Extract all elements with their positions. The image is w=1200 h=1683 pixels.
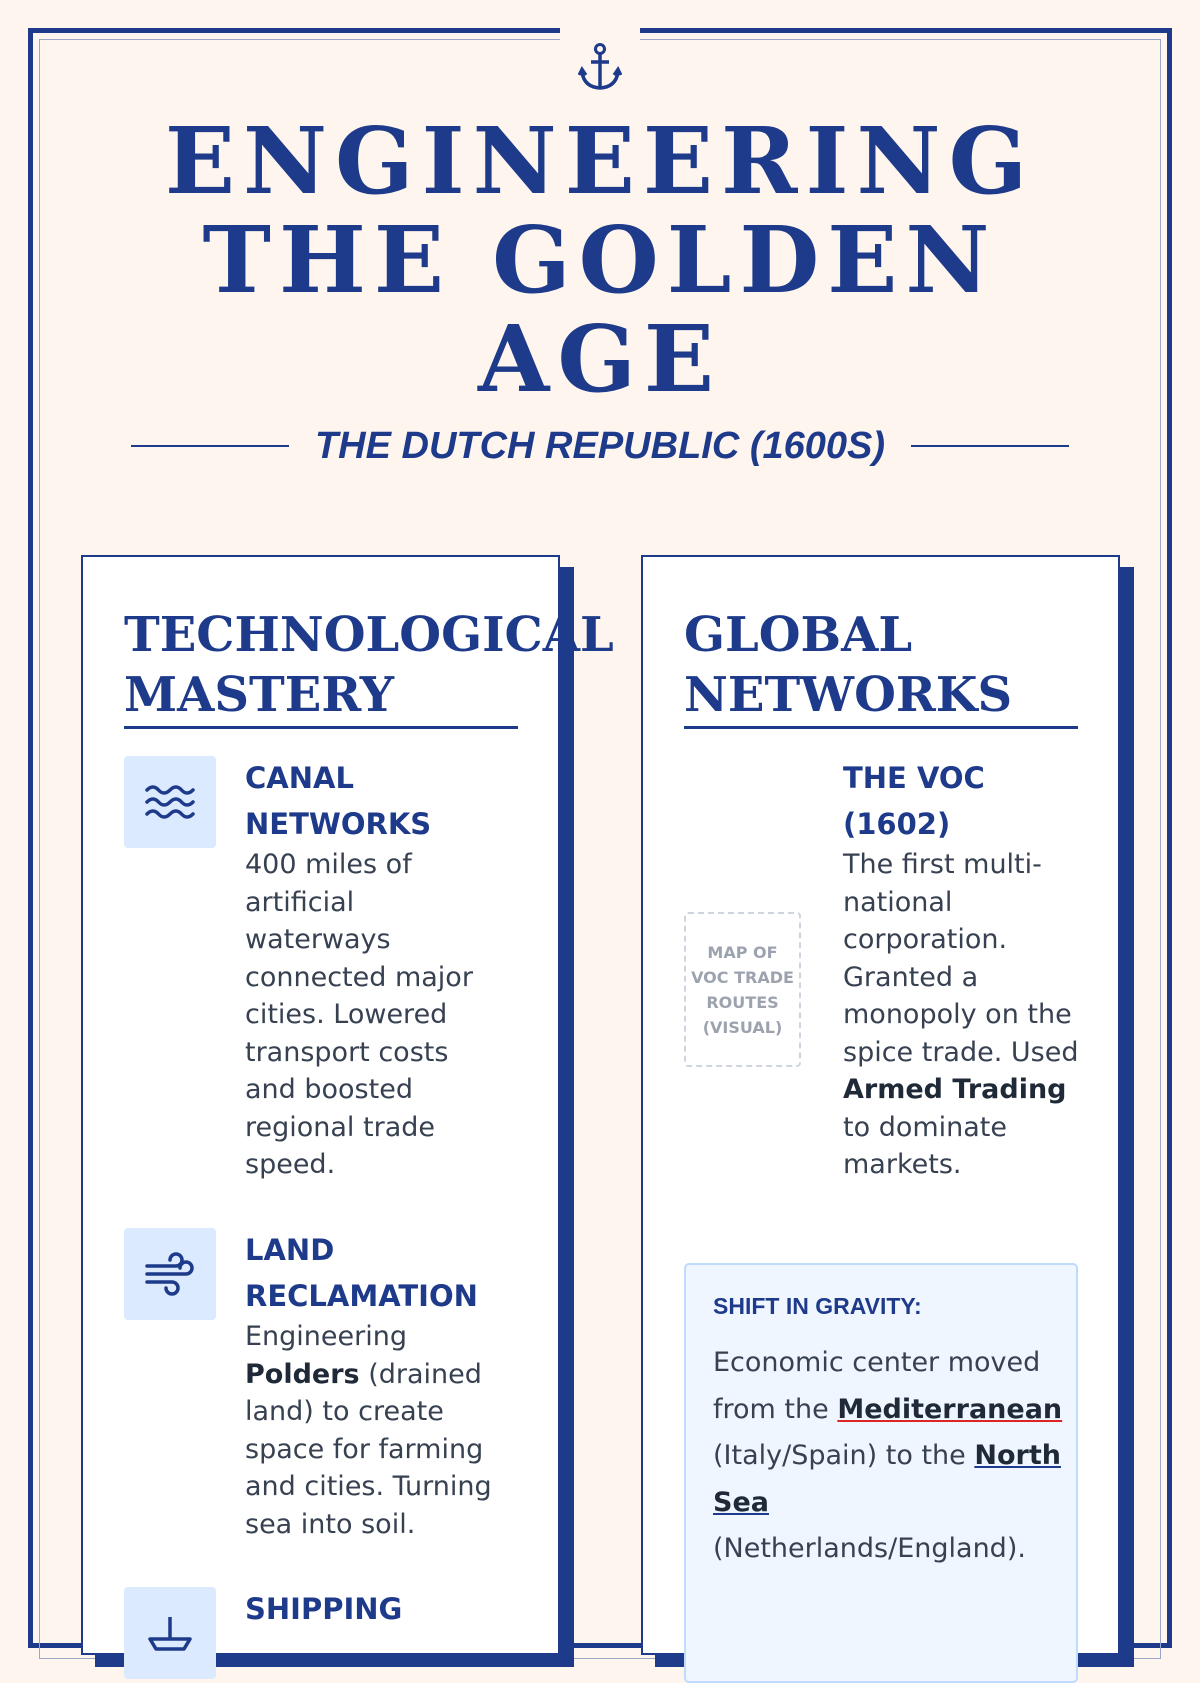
- waves-icon: [144, 782, 196, 822]
- reclamation-text-end: (drained land) to create space for farming and cities. Turning sea into soil.: [245, 1358, 492, 1540]
- voc-title-line-1: THE VOC: [843, 761, 985, 795]
- subtitle-rule-right: [911, 445, 1069, 447]
- wind-icon: [144, 1252, 196, 1296]
- voc-title: [843, 755, 985, 847]
- shift-label: SHIFT IN GRAVITY:: [713, 1293, 922, 1319]
- mediterranean-term: Mediterranean: [837, 1393, 1063, 1425]
- title-line-1: ENGINEERING: [164, 107, 1036, 215]
- subtitle: THE DUTCH REPUBLIC (1600S): [314, 424, 886, 467]
- card-title-rule: [124, 726, 518, 729]
- shift-text-1: Economic center moved from the: [713, 1347, 1041, 1425]
- anchor-gap: [560, 20, 640, 44]
- shift-text-2: (Italy/Spain) to the: [713, 1440, 966, 1471]
- north-sea-term: North Sea: [713, 1440, 1061, 1518]
- title-line-3: AGE: [477, 305, 723, 413]
- polders-term: Polders: [245, 1358, 360, 1390]
- card-title: GLOBAL NETWORKS: [684, 607, 1013, 723]
- voc-text-end: to dominate markets.: [843, 1111, 1008, 1180]
- canal-icon-box: [124, 756, 216, 848]
- armed-trading-term: Armed Trading: [843, 1074, 1067, 1105]
- card-title: TECHNOLOGICAL MASTERY: [124, 607, 614, 723]
- subtitle-row: [113, 418, 1087, 474]
- voc-text: [843, 846, 1083, 1184]
- shift-text: [713, 1340, 1063, 1573]
- land-reclamation-text: [245, 1318, 520, 1543]
- canal-title-line-1: CANAL: [245, 761, 354, 795]
- subtitle-rule-left: [131, 445, 289, 447]
- title-line-2: THE GOLDEN: [202, 206, 998, 314]
- technological-mastery-card: [81, 555, 614, 1655]
- canal-networks-text: 400 miles of artificial waterways connected major cities. Lowered transport costs and boosted regional trade speed.: [245, 849, 473, 1180]
- voc-text-start: The first multi-national corporation. Granted a monopoly on the spice trade. Used: [843, 849, 1079, 1068]
- land-reclamation-title: [245, 1227, 478, 1319]
- reclamation-icon-box: [124, 1228, 216, 1320]
- shift-text-3: (Netherlands/England).: [713, 1533, 1026, 1564]
- reclamation-text-start: Engineering: [245, 1321, 407, 1352]
- card-title-rule: [684, 726, 1078, 729]
- page-title: [0, 107, 1200, 413]
- ship-icon: [144, 1613, 196, 1653]
- shift-in-gravity-callout: [684, 1263, 1078, 1683]
- map-placeholder: MAP OF VOC TRADE ROUTES (VISUAL): [684, 912, 801, 1067]
- voc-title-line-2: (1602): [843, 807, 951, 841]
- shipping-icon-box: [124, 1587, 216, 1679]
- anchor-icon: [578, 42, 622, 92]
- global-networks-card: [641, 555, 1120, 1655]
- reclamation-title-line-1: LAND: [245, 1233, 335, 1267]
- canal-networks-title: [245, 755, 431, 847]
- reclamation-title-line-2: RECLAMATION: [245, 1279, 478, 1313]
- canal-title-line-2: NETWORKS: [245, 807, 432, 841]
- shipping-title: SHIPPING: [245, 1592, 403, 1626]
